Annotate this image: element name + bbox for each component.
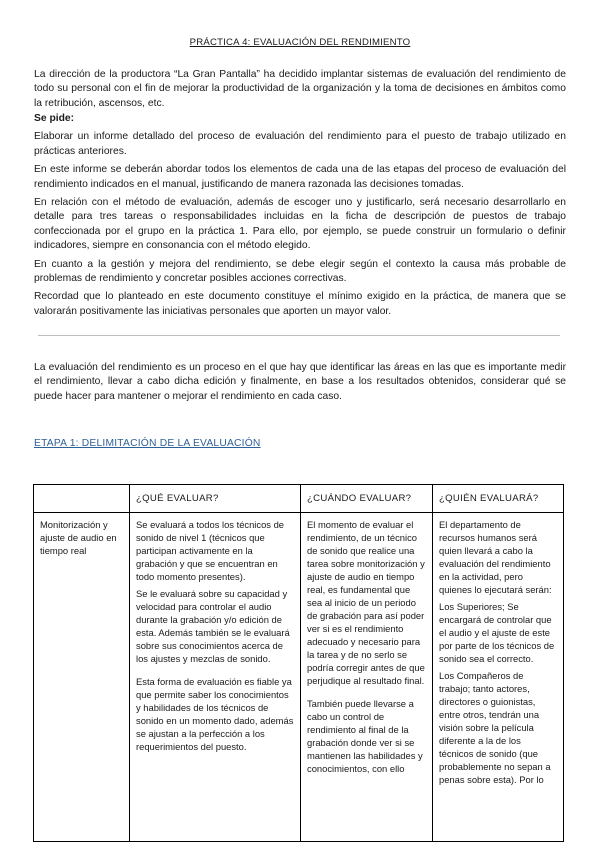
- intro-text: La dirección de la productora “La Gran Pantalla” ha decidido implantar sistemas de evaluación del rendimiento de todo su personal con el fin de mejorar la productividad de la organización y la toma de decisiones en ámbitos como la retribución, ascensos, etc.: [34, 69, 566, 109]
- quien-text: Los Superiores; Se encargará de controlar que el audio y el ajuste de este por parte de los técnicos de sonido sea el correcto.: [439, 601, 555, 664]
- cuando-text: También puede llevarse a cabo un control de rendimiento al final de la grabación donde ver si se mantienen las habilidades y conocimientos, con ello: [307, 698, 423, 774]
- que-text: Se le evaluará sobre su capacidad y velocidad para controlar el audio durante la grabación y/o edición de esta. Además también se le evaluará sobre sus conocimientos acerca de los ajustes y mezclas de sonido.: [136, 588, 290, 664]
- cuando-cell: [301, 513, 433, 842]
- quien-text: El departamento de recursos humanos será quien llevará a cabo la evaluación del rendimiento en la actividad, pero quienes lo ejecutará serán:: [439, 519, 552, 595]
- table-row: [34, 513, 564, 842]
- table-header-cell: [34, 485, 130, 513]
- instruction-paragraph: En relación con el método de evaluación, además de escoger uno y justificarlo, será necesario desarrollarlo en detalle para tres tareas o responsabilidades incluidas en la ficha de descripción de puestos de trabajo confeccionada por el grupo en la práctica 1. Para ello, por ejemplo, se puede construir un formulario o definir indicadores, siempre en consonancia con el método elegido.: [34, 197, 566, 252]
- que-cell: [130, 513, 301, 842]
- section-divider: [38, 335, 560, 336]
- evaluation-table: [33, 484, 564, 842]
- table-header-row: [34, 485, 564, 513]
- table-header-cell: ¿CUÁNDO EVALUAR?: [301, 485, 433, 513]
- summary-paragraph: [34, 361, 566, 408]
- assignment-section: [34, 112, 566, 323]
- que-text: Esta forma de evaluación es fiable ya que permite saber los conocimientos y habilidades de los técnicos de sonido en un momento dado, además se ajustan a la perfección a los requerimientos del puesto.: [136, 676, 294, 752]
- intro-paragraph: [34, 68, 566, 115]
- que-text: Se evaluará a todos los técnicos de sonido de nivel 1 (técnicos que participan activamente en la grabación y que se encuentran en todo momento presentes).: [136, 519, 285, 582]
- se-pide-heading: Se pide:: [34, 113, 75, 124]
- table-header-cell: ¿QUIÉN EVALUARÁ?: [433, 485, 564, 513]
- document-title: PRÁCTICA 4: EVALUACIÓN DEL RENDIMIENTO: [189, 37, 411, 48]
- quien-cell: [433, 513, 564, 842]
- quien-text: Los Compañeros de trabajo; tanto actores, directores o guionistas, entre otros, tendrán una visión sobre la película diferente a la de los técnicos de sonido (que probablemente no sepan a penas sobre esta). Por lo: [439, 670, 551, 785]
- cuando-text: El momento de evaluar el rendimiento, de un técnico de sonido que realice una tarea sobre monitorización y ajuste de audio en tiempo real, es fundamental que sea al inicio de un periodo de grabación para así poder ver si es el rendimiento adecuado y necesario para la tarea y de no serlo se podría corregir antes de que perjudique al resultado final.: [307, 519, 425, 686]
- row-label-cell: [34, 513, 130, 842]
- instruction-paragraph: Elaborar un informe detallado del proceso de evaluación del rendimiento para el puesto de trabajo utilizado en prácticas anteriores.: [34, 131, 566, 157]
- stage-1-heading[interactable]: ETAPA 1: DELIMITACIÓN DE LA EVALUACIÓN: [34, 438, 261, 449]
- instruction-paragraph: Recordad que lo planteado en este documento constituye el mínimo exigido en la práctica, de manera que se valorarán positivamente las iniciativas personales que aporten un mayor valor.: [34, 291, 566, 317]
- table-header-cell: ¿QUÉ EVALUAR?: [130, 485, 301, 513]
- row-label: Monitorización y ajuste de audio en tiempo real: [40, 519, 117, 556]
- instruction-paragraph: En este informe se deberán abordar todos los elementos de cada una de las etapas del proceso de evaluación del rendimiento indicados en el manual, justificando de manera razonada las decisiones tomadas.: [34, 164, 566, 190]
- instruction-paragraph: En cuanto a la gestión y mejora del rendimiento, se debe elegir según el contexto la causa más probable de problemas de rendimiento y concretar posibles acciones correctivas.: [34, 258, 566, 285]
- summary-text: La evaluación del rendimiento es un proceso en el que hay que identificar las áreas en las que es importante medir el rendimiento, llevar a cabo dicha edición y finalmente, en base a los resultados obtenidos, considerar qué se puede hacer para mantener o mejorar el rendimiento en cada caso.: [34, 362, 566, 402]
